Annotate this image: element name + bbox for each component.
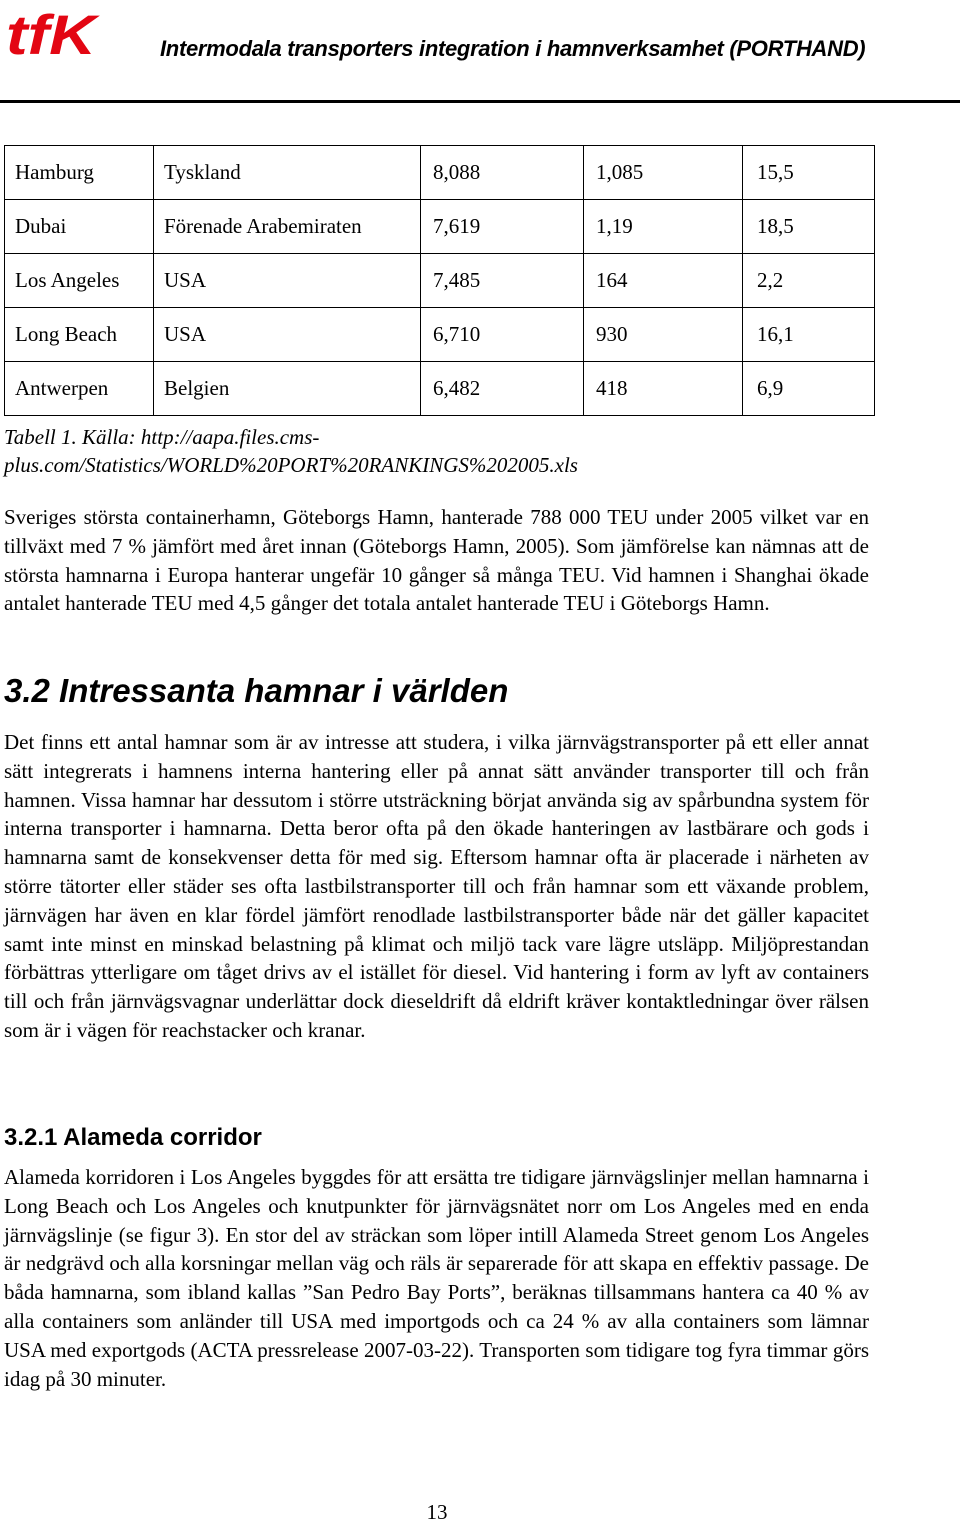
section-heading: 3.2 Intressanta hamnar i världen bbox=[4, 672, 509, 709]
header-divider bbox=[0, 100, 960, 103]
subsection-heading: 3.2.1 Alameda corridor bbox=[4, 1124, 262, 1151]
table-cell: Tyskland bbox=[154, 146, 421, 200]
body-paragraph: Sveriges största containerhamn, Göteborgs Hamn, hanterade 788 000 TEU under 2005 vilket var en tillväxt med 7 % jämfört med året innan (Göteborgs Hamn, 2005). Som jämförelse kan nämnas att de största hamnarna i Europa hanterar ungefär 10 gånger så många TEU. Vid hamnen i Shanghai ökade antalet hanterade TEU med 4,5 gånger det totala antalet hanterade TEU i Göteborgs Hamn. bbox=[4, 505, 869, 616]
table-cell: USA bbox=[154, 308, 421, 362]
table-row bbox=[5, 362, 875, 416]
table-row bbox=[5, 146, 875, 200]
table-cell: 164 bbox=[584, 254, 743, 308]
page-number: 13 bbox=[426, 1500, 448, 1524]
table-cell: USA bbox=[154, 254, 421, 308]
table-cell: 7,485 bbox=[421, 254, 584, 308]
body-paragraph: Alameda korridoren i Los Angeles byggdes för att ersätta tre tidigare järnvägslinjer mellan hamnarna i Long Beach och Los Angeles och knutpunkter för järnvägsnätet norr om Los Angeles med en enda järnvägslinje (se figur 3). En stor del av sträckan som löper intill Alameda Street genom Los Angeles är nedgrävd och alla korsningar mellan väg och räls är separerade för att skapa en effektiv passage. De båda hamnarna, som ibland kallas ”San Pedro Bay Ports”, beräknas tillsammans hantera ca 40 % av alla containers som anländer till USA med importgods och ca 24 % av alla containers som lämnar USA med exportgods (ACTA pressrelease 2007-03-22). Transporten som tidigare tog fyra timmar görs idag på 30 minuter. bbox=[4, 1165, 869, 1391]
table-cell: Förenade Arabemiraten bbox=[154, 200, 421, 254]
table-cell: 8,088 bbox=[421, 146, 584, 200]
table-cell: 6,710 bbox=[421, 308, 584, 362]
table-cell: 6,9 bbox=[743, 362, 875, 416]
table-cell: 7,619 bbox=[421, 200, 584, 254]
table-cell: 930 bbox=[584, 308, 743, 362]
table-caption bbox=[4, 423, 884, 479]
table-cell: 18,5 bbox=[743, 200, 875, 254]
table-cell: 16,1 bbox=[743, 308, 875, 362]
table-cell: 15,5 bbox=[743, 146, 875, 200]
table-cell: Long Beach bbox=[5, 308, 154, 362]
table-cell: Antwerpen bbox=[5, 362, 154, 416]
table-cell: Dubai bbox=[5, 200, 154, 254]
table-cell: Belgien bbox=[154, 362, 421, 416]
table-cell: 418 bbox=[584, 362, 743, 416]
table-cell: Hamburg bbox=[5, 146, 154, 200]
table-row bbox=[5, 200, 875, 254]
tfk-logo bbox=[4, 2, 100, 62]
table-caption-line: Tabell 1. Källa: http://aapa.files.cms- bbox=[4, 425, 320, 449]
document-header-title: Intermodala transporters integration i hamnverksamhet (PORTHAND) bbox=[160, 36, 866, 61]
body-paragraph: Det finns ett antal hamnar som är av intresse att studera, i vilka järnvägstransporter på ett eller annat sätt integrerats i hamnens interna hantering eller på annat sätt använder transporter till och från hamnen. Vissa hamnar har dessutom i större utsträckning börjat använda sig av spårbundna system för interna transporter i hamnarna. Detta beror ofta på den ökade hanteringen av lastbärare och gods i hamnarna samt de konsekvenser detta för med sig. Eftersom hamnar ofta är placerade i närheten av större tätorter eller städer ses ofta lastbilstransporter till och från hamnar som ett växande problem, järnvägen har även en klar fördel jämfört renodlade lastbilstransporter både när det gäller kapacitet samt inte minst en minskad belastning på klimat och miljö tack vare lägre utsläpp. Miljöprestandan förbättras ytterligare om tåget drivs av el istället för diesel. Vid hantering i form av lyft av containers till och från järnvägsvagnar underlättar dock dieseldrift då eldrift kräver kontaktledningar över rälsen som är i vägen för reachstacker och kranar. bbox=[4, 730, 869, 1042]
svg-text:tfK: tfK bbox=[6, 3, 100, 62]
table-row bbox=[5, 254, 875, 308]
table-cell: 2,2 bbox=[743, 254, 875, 308]
table-row bbox=[5, 308, 875, 362]
table-cell: 1,085 bbox=[584, 146, 743, 200]
table-cell: Los Angeles bbox=[5, 254, 154, 308]
table-cell: 6,482 bbox=[421, 362, 584, 416]
table-cell: 1,19 bbox=[584, 200, 743, 254]
table-caption-line: plus.com/Statistics/WORLD%20PORT%20RANKINGS%202005.xls bbox=[4, 453, 578, 477]
port-ranking-table bbox=[4, 145, 875, 416]
